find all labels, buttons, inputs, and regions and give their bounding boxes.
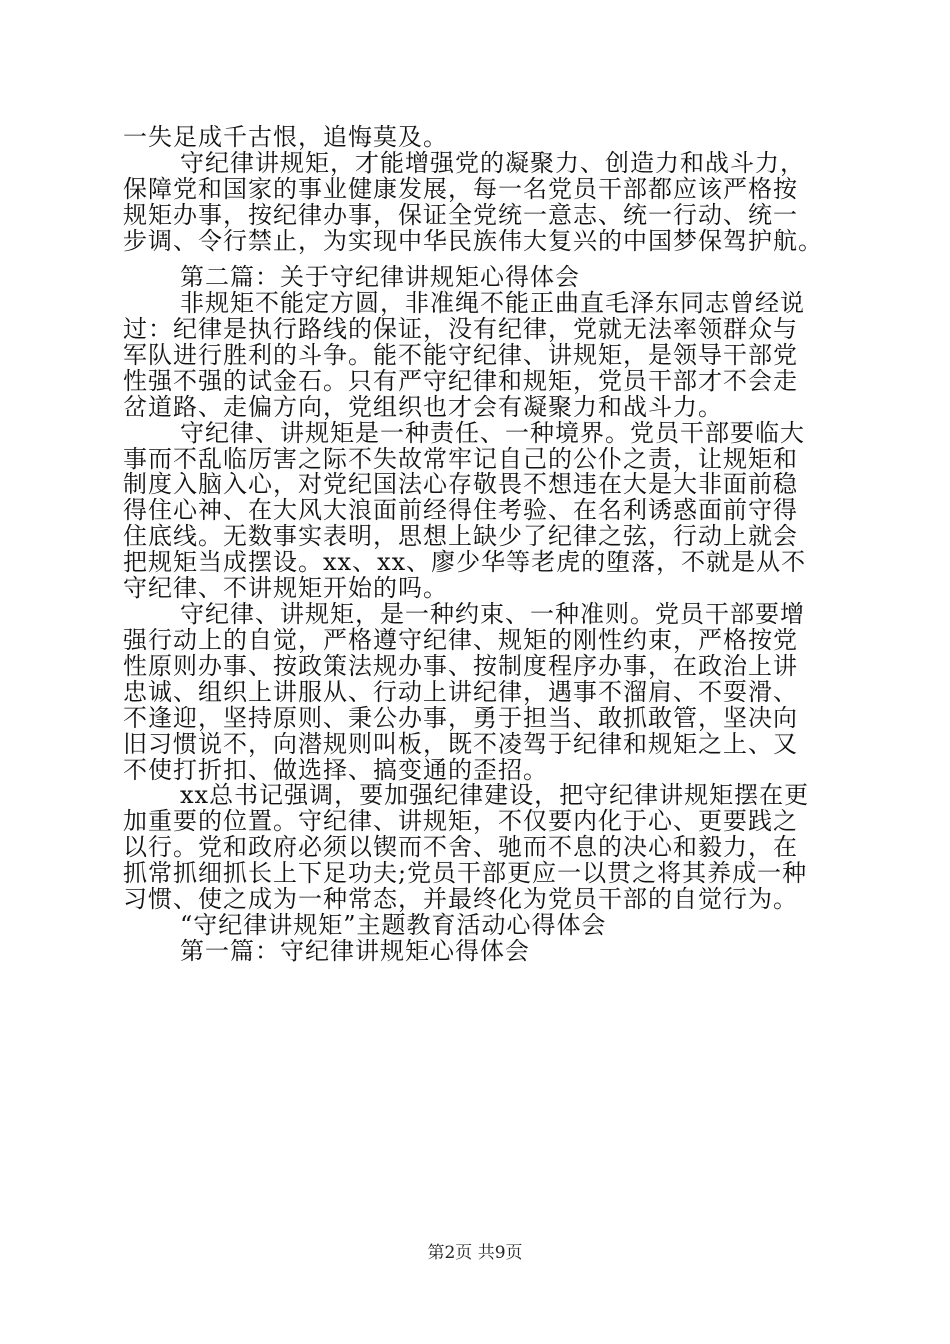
text-line: 步调、令行禁止，为实现中华民族伟大复兴的中国梦保驾护航。 — [123, 227, 823, 255]
section-heading: 第一篇：守纪律讲规矩心得体会 — [180, 937, 530, 965]
text-line: 性原则办事、按政策法规办事、按制度程序办事，在政治上讲 — [123, 652, 798, 680]
text-line: 不逢迎，坚持原则、秉公办事，勇于担当、敢抓敢管，坚决向 — [123, 704, 798, 732]
text-line: 军队进行胜利的斗争。能不能守纪律、讲规矩，是领导干部党 — [123, 341, 798, 369]
text-line: 旧习惯说不，向潜规则叫板，既不凌驾于纪律和规矩之上、又 — [123, 730, 798, 758]
section-heading: 第二篇：关于守纪律讲规矩心得体会 — [180, 263, 580, 291]
text-line: 住底线。无数事实表明，思想上缺少了纪律之弦，行动上就会 — [123, 522, 798, 550]
text-line: 性强不强的试金石。只有严守纪律和规矩，党员干部才不会走 — [123, 367, 798, 395]
text-line: 习惯、使之成为一种常态，并最终化为党员干部的自觉行为。 — [123, 885, 798, 913]
text-line: 加重要的位置。守纪律、讲规矩，不仅要内化于心、更要践之 — [123, 807, 798, 835]
text-line: xx总书记强调，要加强纪律建设，把守纪律讲规矩摆在更 — [180, 781, 810, 809]
text-line: 一失足成千古恨，追悔莫及。 — [123, 123, 448, 151]
text-line: 事而不乱临厉害之际不失故常牢记自己的公仆之责，让规矩和 — [123, 445, 798, 473]
text-line: 强行动上的自觉，严格遵守纪律、规矩的刚性约束，严格按党 — [123, 626, 798, 654]
section-heading: “守纪律讲规矩”主题教育活动心得体会 — [180, 911, 607, 939]
text-line: 守纪律、讲规矩，是一种约束、一种准则。党员干部要增 — [180, 600, 805, 628]
text-line: 制度入脑入心，对党纪国法心存敬畏不想违在大是大非面前稳 — [123, 470, 798, 498]
text-line: 规矩办事，按纪律办事，保证全党统一意志、统一行动、统一 — [123, 201, 798, 229]
text-line: 非规矩不能定方圆，非准绳不能正曲直毛泽东同志曾经说 — [180, 289, 805, 317]
text-line: 过：纪律是执行路线的保证，没有纪律，党就无法率领群众与 — [123, 315, 798, 343]
text-line: 忠诚、组织上讲服从、行动上讲纪律，遇事不溜肩、不耍滑、 — [123, 678, 798, 706]
text-line: 守纪律、不讲规矩开始的吗。 — [123, 574, 448, 602]
text-line: 守纪律、讲规矩是一种责任、一种境界。党员干部要临大 — [180, 419, 805, 447]
text-line: 守纪律讲规矩，才能增强党的凝聚力、创造力和战斗力， — [180, 149, 805, 177]
text-line: 把规矩当成摆设。xx、xx、廖少华等老虎的堕落，不就是从不 — [123, 548, 807, 576]
page-indicator: 第2页 共9页 — [427, 1243, 523, 1263]
text-line: 保障党和国家的事业健康发展，每一名党员干部都应该严格按 — [123, 175, 798, 203]
text-line: 岔道路、走偏方向，党组织也才会有凝聚力和战斗力。 — [123, 393, 723, 421]
text-line: 不使打折扣、做选择、搞变通的歪招。 — [123, 756, 548, 784]
text-line: 抓常抓细抓长上下足功夫;党员干部更应一以贯之将其养成一种 — [123, 859, 808, 887]
text-line: 得住心神、在大风大浪面前经得住考验、在名利诱惑面前守得 — [123, 496, 798, 524]
text-line: 以行。党和政府必须以锲而不舍、驰而不息的决心和毅力，在 — [123, 833, 798, 861]
